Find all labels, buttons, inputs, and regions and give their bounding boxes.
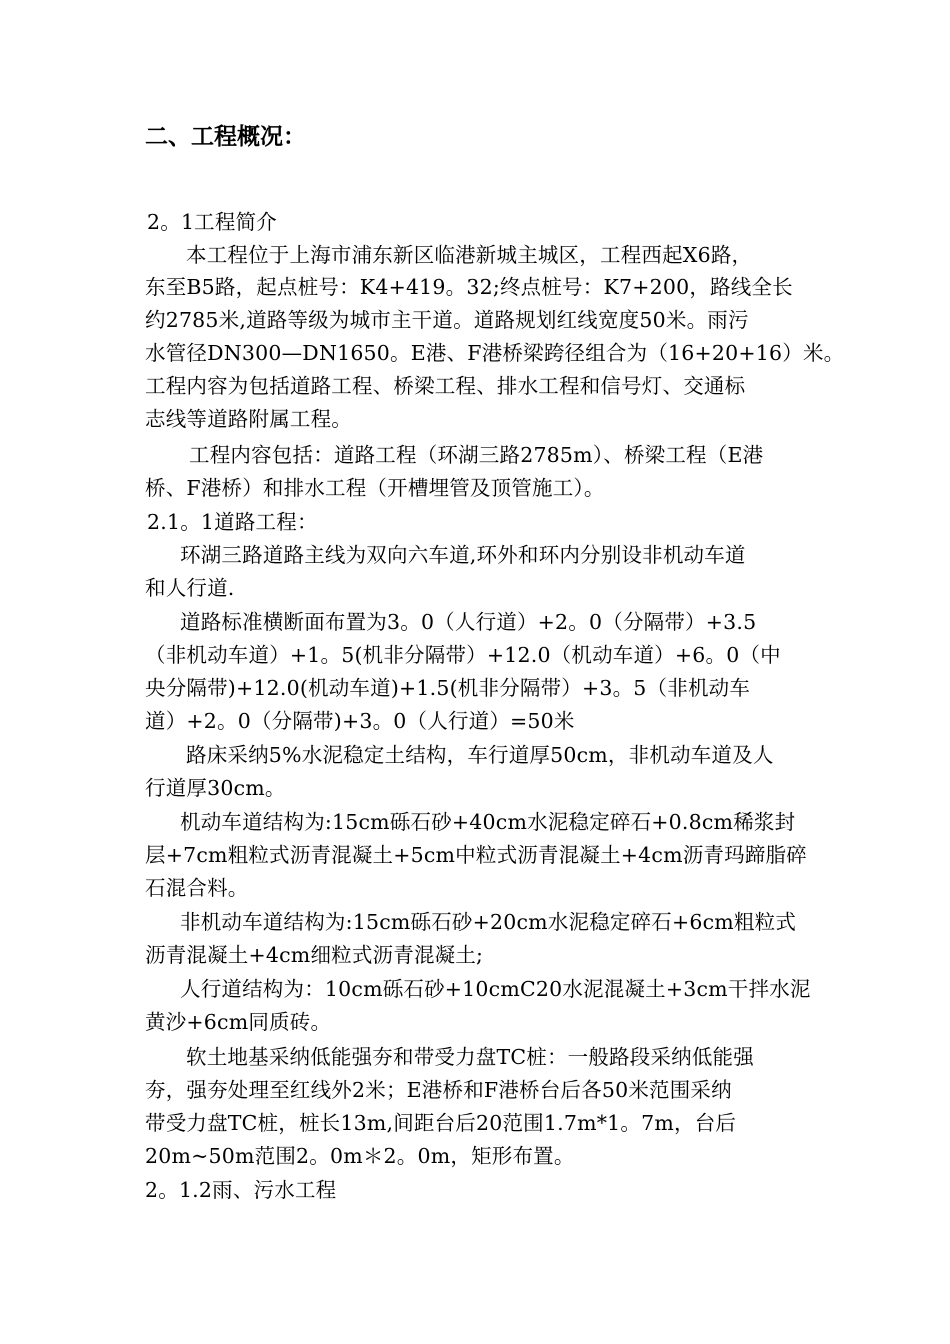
paragraph-line: 机动车道结构为:15cm砾石砂+40cm水泥稳定碎石+0.8cm稀浆封	[180, 810, 796, 834]
paragraph-line: 层+7cm粗粒式沥青混凝土+5cm中粒式沥青混凝土+4cm沥青玛蹄脂碎	[145, 843, 807, 867]
subsection-title: 2。1.2雨、污水工程	[145, 1178, 337, 1202]
subsection-title: 2。1工程简介	[147, 210, 277, 234]
paragraph-line: 行道厚30cm。	[145, 776, 286, 800]
paragraph-line: 黄沙+6cm同质砖。	[145, 1010, 332, 1034]
paragraph-line: 工程内容为包括道路工程、桥梁工程、排水工程和信号灯、交通标	[145, 374, 746, 398]
paragraph-line: 路床采纳5%水泥稳定土结构，车行道厚50cm，非机动车道及人	[186, 743, 774, 767]
paragraph-line: 东至B5路，起点桩号：K4+419。32;终点桩号：K7+200，路线全长	[145, 275, 793, 299]
paragraph-line: 20m~50m范围2。0m＊2。0m，矩形布置。	[145, 1144, 575, 1168]
paragraph-line: 工程内容包括：道路工程（环湖三路2785m）、桥梁工程（E港	[189, 443, 764, 467]
paragraph-line: 夯，强夯处理至红线外2米；E港桥和F港桥台后各50米范围采纳	[145, 1078, 732, 1102]
paragraph-line: 央分隔带)+12.0(机动车道)+1.5(机非分隔带）+3。5（非机动车	[145, 676, 751, 700]
paragraph-line: 道）+2。0（分隔带)+3。0（人行道）=50米	[145, 709, 575, 733]
paragraph-line: 水管径DN300—DN1650。E港、F港桥梁跨径组合为（16+20+16）米。	[145, 341, 845, 365]
paragraph-line: 志线等道路附属工程。	[145, 407, 352, 431]
paragraph-line: （非机动车道）+1。5(机非分隔带）+12.0（机动车道）+6。0（中	[145, 643, 781, 667]
paragraph-line: 道路标准横断面布置为3。0（人行道）+2。0（分隔带）+3.5	[180, 610, 757, 634]
paragraph-line: 环湖三路道路主线为双向六车道,环外和环内分别设非机动车道	[180, 543, 746, 567]
paragraph-line: 和人行道.	[145, 576, 235, 600]
paragraph-line: 非机动车道结构为:15cm砾石砂+20cm水泥稳定碎石+6cm粗粒式	[180, 910, 797, 934]
paragraph-line: 人行道结构为：10cm砾石砂+10cmC20水泥混凝土+3cm干拌水泥	[180, 977, 811, 1001]
section-heading: 二、工程概况：	[145, 124, 306, 150]
paragraph-line: 本工程位于上海市浦东新区临港新城主城区，工程西起X6路，	[186, 243, 753, 267]
paragraph-line: 石混合料。	[145, 876, 249, 900]
paragraph-line: 软土地基采纳低能强夯和带受力盘TC桩：一般路段采纳低能强	[186, 1045, 754, 1069]
paragraph-line: 约2785米,道路等级为城市主干道。道路规划红线宽度50米。雨污	[145, 308, 749, 332]
paragraph-line: 沥青混凝土+4cm细粒式沥青混凝土;	[145, 943, 484, 967]
paragraph-line: 带受力盘TC桩，桩长13m,间距台后20范围1.7m*1。7m，台后	[145, 1111, 737, 1135]
paragraph-line: 桥、F港桥）和排水工程（开槽埋管及顶管施工）。	[145, 476, 605, 500]
subsection-title: 2.1。1道路工程：	[147, 510, 318, 534]
